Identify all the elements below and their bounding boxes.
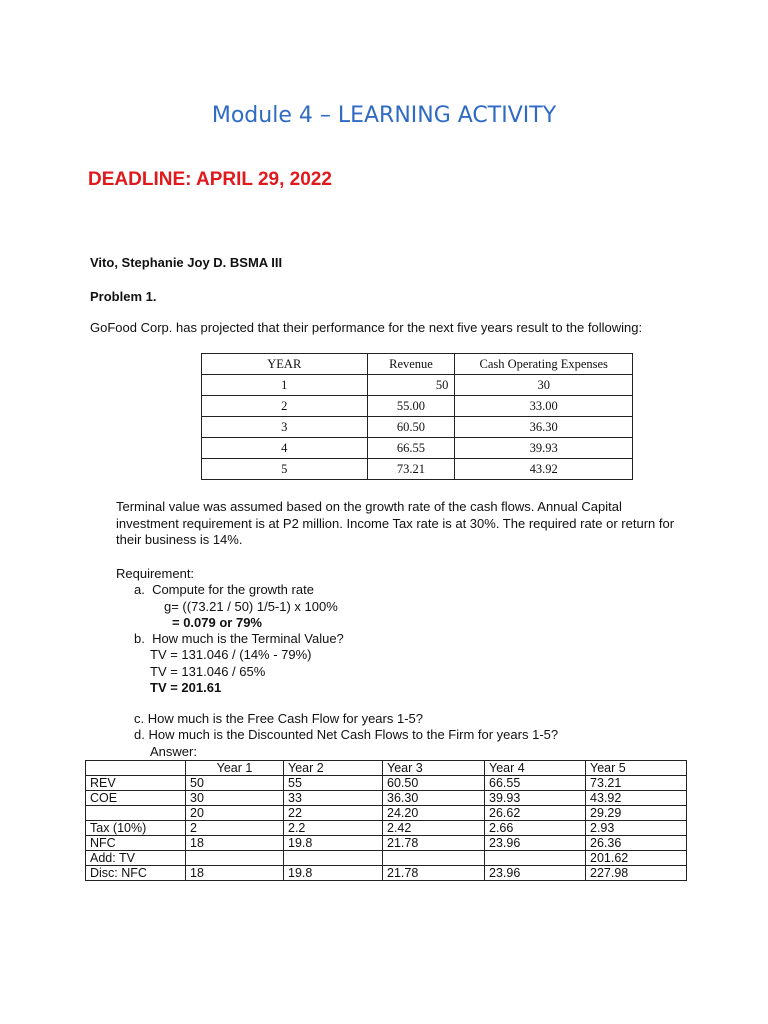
table-row	[86, 851, 687, 866]
table-cell: 30	[455, 375, 633, 396]
table-cell: 2.42	[383, 821, 485, 836]
requirement-b-formula-2: TV = 131.046 / 65%	[150, 663, 266, 679]
answer-table	[85, 760, 687, 881]
requirement-d: d. How much is the Discounted Net Cash Flows to the Firm for years 1-5?	[134, 727, 559, 743]
table-cell: COE	[86, 791, 186, 806]
table-cell: REV	[86, 776, 186, 791]
table-row	[86, 866, 687, 881]
table-cell: 33.00	[455, 396, 633, 417]
page-title: Module 4 – LEARNING ACTIVITY	[211, 103, 557, 128]
header-cell: Year 4	[485, 761, 586, 776]
table-cell: 33	[284, 791, 383, 806]
requirement-a-formula: g= ((73.21 / 50) 1/5-1) x 100%	[164, 598, 338, 614]
projection-table	[201, 353, 633, 480]
table-row	[202, 417, 633, 438]
table-cell: 18	[186, 836, 284, 851]
answer-label: Answer:	[150, 743, 197, 759]
table-cell: 29.29	[586, 806, 687, 821]
table-cell: 2.66	[485, 821, 586, 836]
requirement-a: a. Compute for the growth rate	[134, 582, 314, 598]
requirement-c: c. How much is the Free Cash Flow for years 1-5?	[134, 711, 423, 726]
table-cell: 18	[186, 866, 284, 881]
table-cell: 24.20	[383, 806, 485, 821]
header-cell: Revenue	[367, 354, 455, 375]
table-cell: 3	[202, 417, 368, 438]
table-cell: 1	[202, 375, 368, 396]
table-cell: 36.30	[455, 417, 633, 438]
requirement-b-result: TV = 201.61	[150, 680, 222, 696]
requirement-b-formula-1: TV = 131.046 / (14% - 79%)	[150, 647, 312, 663]
table-cell	[186, 851, 284, 866]
table-header-row	[86, 761, 687, 776]
requirement-heading: Requirement:	[116, 566, 195, 581]
table-cell: 2.93	[586, 821, 687, 836]
table-cell: 5	[202, 459, 368, 480]
table-cell: 73.21	[586, 776, 687, 791]
table-cell	[485, 851, 586, 866]
table-cell: 19.8	[284, 866, 383, 881]
table-row	[86, 791, 687, 806]
table-cell: 39.93	[485, 791, 586, 806]
table-cell: 36.30	[383, 791, 485, 806]
requirement-a-result: = 0.079 or 79%	[172, 614, 262, 630]
table-cell: 21.78	[383, 866, 485, 881]
table-cell: 43.92	[455, 459, 633, 480]
requirements-block-2	[116, 711, 558, 760]
header-cell: Cash Operating Expenses	[455, 354, 633, 375]
table-cell: 227.98	[586, 866, 687, 881]
table-cell: 39.93	[455, 438, 633, 459]
table-cell: 20	[186, 806, 284, 821]
table-cell: 60.50	[383, 776, 485, 791]
table-row	[86, 806, 687, 821]
header-cell	[86, 761, 186, 776]
table-cell	[86, 806, 186, 821]
table-cell: 60.50	[367, 417, 455, 438]
header-cell: Year 5	[586, 761, 687, 776]
header-cell: YEAR	[202, 354, 368, 375]
table-header-row	[202, 354, 633, 375]
table-cell: 23.96	[485, 866, 586, 881]
table-cell: Disc: NFC	[86, 866, 186, 881]
table-cell: 55.00	[367, 396, 455, 417]
table-row	[202, 396, 633, 417]
table-cell	[284, 851, 383, 866]
table-cell: 26.62	[485, 806, 586, 821]
table-cell: NFC	[86, 836, 186, 851]
table-cell: Add: TV	[86, 851, 186, 866]
table-cell: 50	[186, 776, 284, 791]
author-line: Vito, Stephanie Joy D. BSMA III	[90, 255, 283, 270]
problem-label: Problem 1.	[90, 289, 157, 304]
intro-text: GoFood Corp. has projected that their performance for the next five years result to the following:	[90, 320, 643, 335]
table-row	[86, 836, 687, 851]
assumptions-paragraph: Terminal value was assumed based on the growth rate of the cash flows. Annual Capital investment requirement is at P2 million. Income Tax rate is at 30%. The required rate or return for their business is 14%.	[116, 499, 675, 547]
table-cell	[383, 851, 485, 866]
requirements-block	[116, 566, 344, 696]
table-cell: 2.2	[284, 821, 383, 836]
table-row	[202, 438, 633, 459]
table-cell: 30	[186, 791, 284, 806]
table-cell: 66.55	[485, 776, 586, 791]
requirement-b: b. How much is the Terminal Value?	[134, 631, 344, 647]
table-cell: 55	[284, 776, 383, 791]
header-cell: Year 2	[284, 761, 383, 776]
header-cell: Year 3	[383, 761, 485, 776]
deadline-text: DEADLINE: APRIL 29, 2022	[88, 169, 332, 190]
table-cell: 22	[284, 806, 383, 821]
table-cell: 19.8	[284, 836, 383, 851]
table-cell: Tax (10%)	[86, 821, 186, 836]
table-cell: 43.92	[586, 791, 687, 806]
table-row	[86, 776, 687, 791]
table-cell: 201.62	[586, 851, 687, 866]
table-cell: 4	[202, 438, 368, 459]
table-row	[202, 375, 633, 396]
table-cell: 2	[186, 821, 284, 836]
table-cell: 66.55	[367, 438, 455, 459]
table-cell: 2	[202, 396, 368, 417]
table-cell: 23.96	[485, 836, 586, 851]
header-cell: Year 1	[186, 761, 284, 776]
table-cell: 21.78	[383, 836, 485, 851]
table-cell: 26.36	[586, 836, 687, 851]
table-cell: 50	[367, 375, 455, 396]
table-cell: 73.21	[367, 459, 455, 480]
table-row	[202, 459, 633, 480]
table-row	[86, 821, 687, 836]
